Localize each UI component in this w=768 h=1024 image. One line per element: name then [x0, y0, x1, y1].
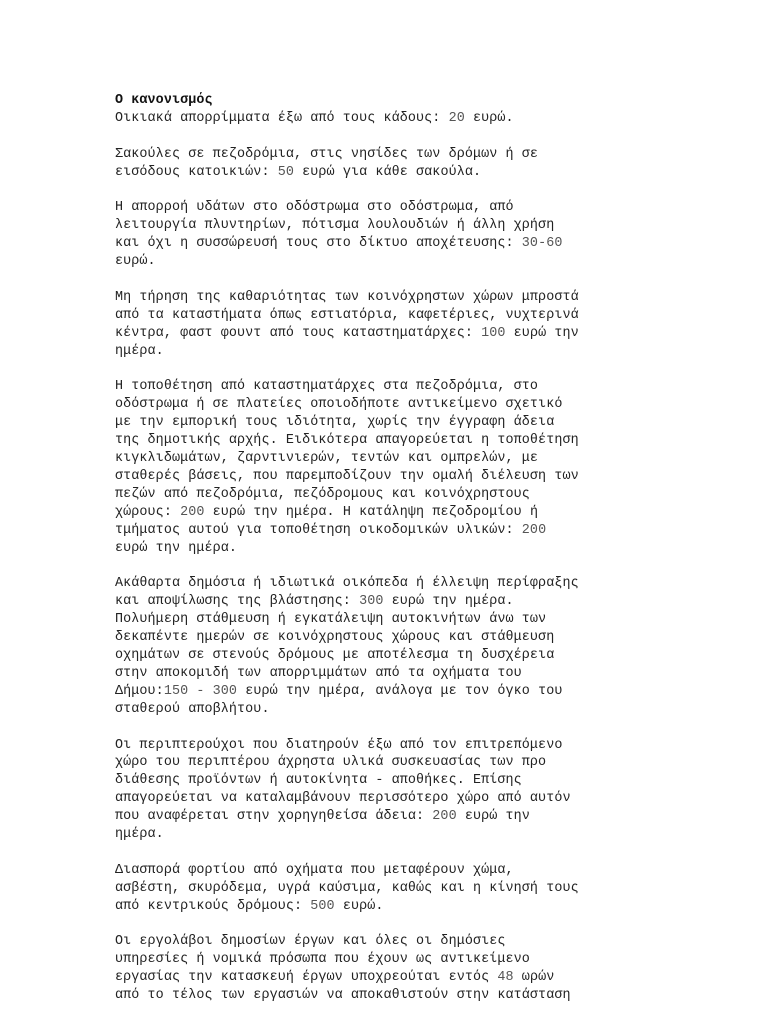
text-line	[115, 486, 755, 504]
text-segment: από κεντρικούς δρόμους:	[115, 898, 311, 914]
text-segment: κιγκλιδωμάτων, ζαρντινιερών, τεντών και ομπρελών, με	[115, 451, 539, 467]
text-line	[115, 217, 755, 235]
text-line	[115, 146, 755, 164]
text-segment: ημέρα.	[115, 827, 164, 843]
text-segment: ευρώ.	[115, 254, 156, 270]
amount-value: 20	[448, 110, 465, 126]
text-segment: Οι περιπτερούχοι που διατηρούν έξω από τον επιτρεπόμενο	[115, 737, 563, 753]
amount-value: 200	[180, 504, 205, 520]
text-line	[115, 540, 755, 558]
text-segment: σταθερού αποβλήτου.	[115, 701, 270, 717]
paragraph	[115, 933, 755, 1005]
text-segment: υπηρεσίες ή νομικά πρόσωπα που έχουν ως αντικείμενο	[115, 952, 530, 968]
text-line	[115, 772, 755, 790]
amount-value: 50	[277, 164, 294, 180]
text-segment: δεκαπέντε ημερών σε κοινόχρηστους χώρους και στάθμευση	[115, 630, 555, 646]
amount-value: 150 - 300	[163, 683, 238, 699]
text-line	[115, 898, 755, 916]
text-segment: Οικιακά απορρίμματα έξω από τους κάδους:	[115, 110, 449, 126]
text-segment: κέντρα, φαστ φουντ από τους καταστηματάρχες:	[115, 325, 482, 341]
text-segment: ημέρα.	[115, 343, 164, 359]
text-segment: ευρώ.	[464, 110, 514, 126]
text-segment: ευρώ.	[334, 898, 384, 914]
text-line	[115, 110, 755, 128]
text-segment: από το τέλος των εργασιών να αποκαθιστούν στην κατάσταση	[115, 988, 571, 1004]
text-segment: και όχι η συσσώρευσή τους στο δίκτυο αποχέτευσης:	[115, 236, 522, 252]
amount-value: 500	[310, 898, 335, 914]
text-segment: ευρώ για κάθε σακούλα.	[294, 164, 482, 180]
text-segment: και αποψίλωσης της βλάστησης:	[115, 594, 360, 610]
text-segment: Οι εργολάβοι δημοσίων έργων και όλες οι δημόσιες	[115, 934, 506, 950]
text-segment: που αναφέρεται στην χορηγηθείσα άδεια:	[115, 809, 433, 825]
text-segment: Πολυήμερη στάθμευση ή εγκατάλειψη αυτοκινήτων άνω των	[115, 612, 547, 628]
text-segment: οχημάτων σε στενούς δρόμους με αποτέλεσμα τη δυσχέρεια	[115, 648, 555, 664]
text-segment: Διασπορά φορτίου από οχήματα που μεταφέρουν χώμα,	[115, 862, 514, 878]
paragraph	[115, 199, 755, 271]
text-line	[115, 826, 755, 844]
text-line	[115, 522, 755, 540]
text-line	[115, 504, 755, 522]
text-segment: ευρώ την ημέρα, ανάλογα με τον όγκο του	[237, 683, 563, 699]
text-segment: ευρώ την	[505, 325, 579, 341]
text-line	[115, 199, 755, 217]
text-line	[115, 253, 755, 271]
text-segment: Ακάθαρτα δημόσια ή ιδιωτικά οικόπεδα ή έλλειψη περίφραξης	[115, 576, 579, 592]
text-line	[115, 325, 755, 343]
text-line	[115, 396, 755, 414]
text-segment: οδόστρωμα ή σε πλατείες οποιοδήποτε αντικείμενο σχετικό	[115, 397, 563, 413]
text-segment: πεζών από πεζοδρόμια, πεζόδρομους και κοινόχρηστους	[115, 486, 530, 502]
paragraph	[115, 378, 755, 557]
text-line	[115, 235, 755, 253]
text-segment: Δήμου:	[115, 683, 164, 699]
text-segment: χώρο του περιπτέρου άχρηστα υλικά συσκευασίας των προ	[115, 755, 547, 771]
text-line	[115, 647, 755, 665]
text-line	[115, 289, 755, 307]
text-line	[115, 754, 755, 772]
amount-value: 200	[521, 522, 547, 538]
paragraph	[115, 737, 755, 844]
amount-value: 48	[497, 970, 514, 986]
text-segment: εισόδους κατοικιών:	[115, 164, 278, 180]
amount-value: 100	[481, 325, 506, 341]
text-segment: στην αποκομιδή των απορριμμάτων από τα οχήματα του	[115, 665, 522, 681]
text-line	[115, 933, 755, 951]
text-segment: ωρών	[513, 970, 555, 986]
text-line	[115, 575, 755, 593]
text-segment: χώρους:	[115, 504, 181, 520]
paragraph	[115, 289, 755, 361]
text-segment: Μη τήρηση της καθαριότητας των κοινόχρηστων χώρων μπροστά	[115, 289, 579, 305]
amount-value: 200	[432, 809, 457, 825]
document-page	[115, 92, 755, 1023]
text-segment: ασβέστη, σκυρόδεμα, υγρά καύσιμα, καθώς και η κίνησή τους	[115, 880, 579, 896]
text-line	[115, 737, 755, 755]
text-line	[115, 343, 755, 361]
text-line	[115, 683, 755, 701]
text-line	[115, 450, 755, 468]
paragraph	[115, 146, 755, 182]
text-segment: σταθερές βάσεις, που παρεμποδίζουν την ομαλή διέλευση των	[115, 468, 579, 484]
paragraph	[115, 862, 755, 916]
text-segment: απαγορεύεται να καταλαμβάνουν περισσότερο χώρο από αυτόν	[115, 791, 571, 807]
document-heading: Ο κανονισμός	[115, 93, 213, 108]
text-segment: Η τοποθέτηση από καταστηματάρχες στα πεζοδρόμια, στο	[115, 379, 539, 395]
text-line	[115, 862, 755, 880]
text-line	[115, 164, 755, 182]
text-line	[115, 701, 755, 719]
text-line	[115, 307, 755, 325]
text-line	[115, 880, 755, 898]
text-line	[115, 969, 755, 987]
text-segment: ευρώ την ημέρα. Η κατάληψη πεζοδρομίου ή	[204, 504, 539, 520]
text-segment: από τα καταστήματα όπως εστιατόρια, καφετέριες, νυχτερινά	[115, 307, 579, 323]
text-line	[115, 665, 755, 683]
amount-value: 30-60	[521, 236, 563, 252]
text-line	[115, 951, 755, 969]
text-line	[115, 987, 755, 1005]
text-line	[115, 790, 755, 808]
text-line	[115, 629, 755, 647]
paragraph	[115, 110, 755, 128]
text-segment: ευρώ την ημέρα.	[115, 540, 238, 556]
text-segment: Η απορροή υδάτων στο οδόστρωμα στο οδόστρωμα, από	[115, 200, 514, 216]
text-line	[115, 468, 755, 486]
text-segment: τμήματος αυτού για τοποθέτηση οικοδομικών υλικών:	[115, 522, 522, 538]
text-segment: εργασίας την κατασκευή έργων υποχρεούται εντός	[115, 970, 498, 986]
text-line	[115, 378, 755, 396]
paragraph	[115, 575, 755, 718]
text-segment: Σακούλες σε πεζοδρόμια, στις νησίδες των δρόμων ή σε	[115, 146, 539, 162]
text-line	[115, 611, 755, 629]
text-segment: ευρώ την	[456, 809, 530, 825]
text-segment: διάθεσης προϊόντων ή αυτοκίνητα - αποθήκες. Επίσης	[115, 773, 522, 789]
text-segment: ευρώ την ημέρα.	[383, 594, 514, 610]
text-segment: της δημοτικής αρχής. Ειδικότερα απαγορεύεται η τοποθέτηση	[115, 433, 579, 449]
text-line	[115, 432, 755, 450]
text-line	[115, 414, 755, 432]
text-line	[115, 808, 755, 826]
text-line	[115, 593, 755, 611]
amount-value: 300	[359, 594, 384, 610]
text-segment: με την εμπορική τους ιδιότητα, χωρίς την έγγραφη άδεια	[115, 415, 555, 431]
document-body	[115, 110, 755, 1005]
text-segment: λειτουργία πλυντηρίων, πότισμα λουλουδιών ή άλλη χρήση	[115, 218, 555, 234]
